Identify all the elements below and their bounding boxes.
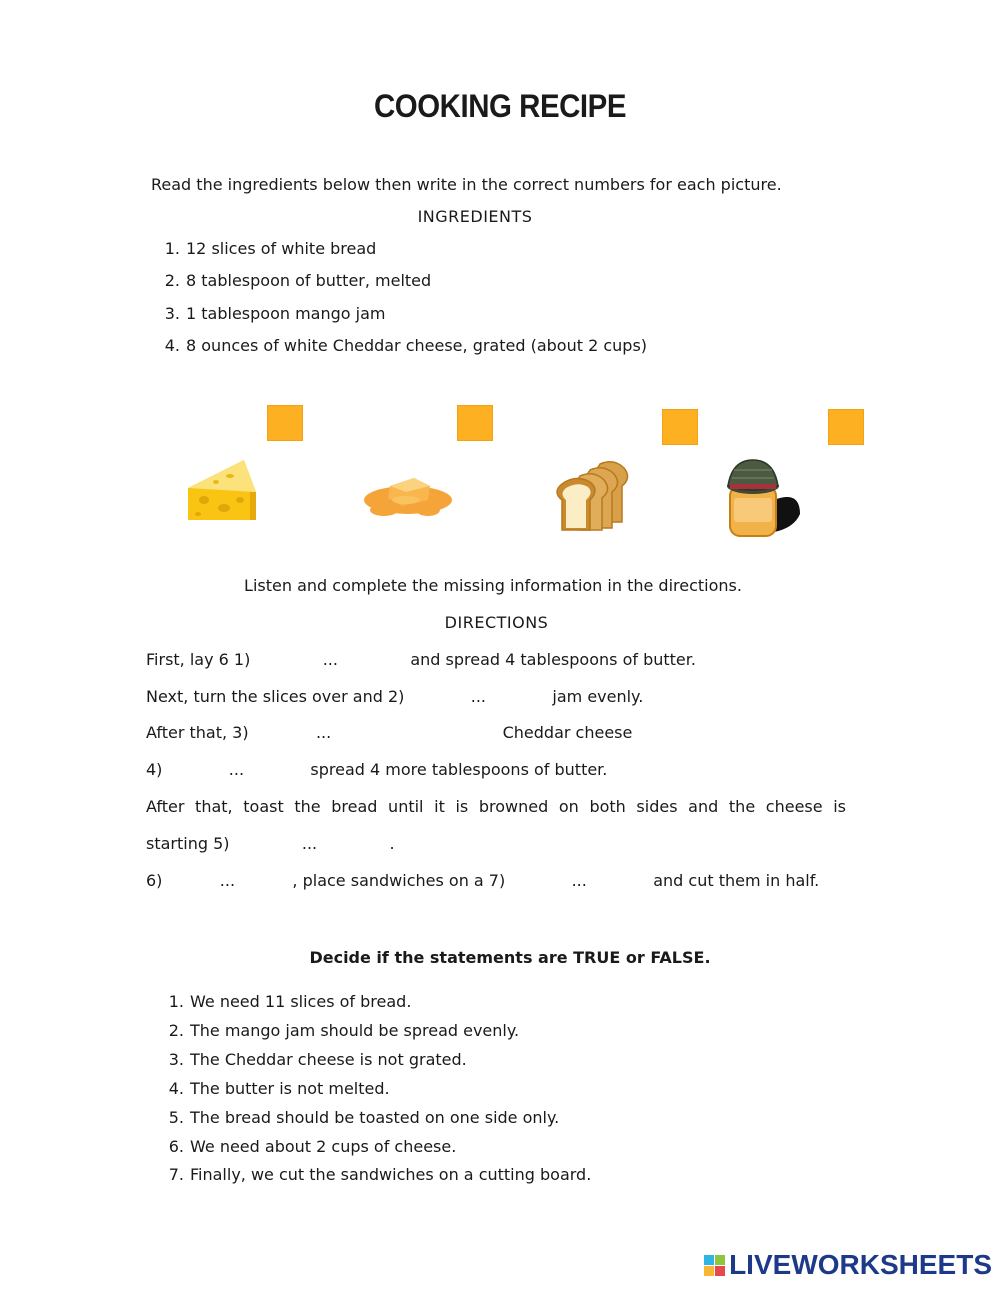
blank-3[interactable]: ... bbox=[315, 723, 332, 742]
direction-text: jam evenly. bbox=[552, 687, 644, 706]
ingredient-text: 8 ounces of white Cheddar cheese, grated (about 2 cups) bbox=[186, 336, 648, 355]
blank-6[interactable]: ... bbox=[219, 871, 236, 890]
jam-jar-image bbox=[722, 456, 804, 540]
direction-line-7 bbox=[146, 871, 819, 890]
direction-line-2 bbox=[146, 687, 643, 706]
true-false-heading: Decide if the statements are TRUE or FALSE. bbox=[309, 948, 711, 967]
ingredient-item bbox=[158, 304, 385, 323]
blank-4[interactable]: ... bbox=[228, 760, 245, 779]
instruction-pictures: Read the ingredients below then write in the correct numbers for each picture. bbox=[151, 175, 782, 194]
statement-number: 2. bbox=[168, 1021, 184, 1040]
direction-line-6 bbox=[146, 834, 395, 853]
statement-number: 1. bbox=[168, 992, 184, 1011]
statement-text: Finally, we cut the sandwiches on a cutting board. bbox=[190, 1165, 592, 1184]
page-title: COOKING RECIPE bbox=[373, 88, 626, 124]
directions-heading: DIRECTIONS bbox=[444, 613, 549, 632]
ingredient-number: 2. bbox=[164, 271, 180, 290]
direction-line-1 bbox=[146, 650, 696, 669]
ingredient-item bbox=[158, 336, 647, 355]
direction-text: 4) bbox=[146, 760, 163, 779]
cheese-image bbox=[184, 456, 260, 524]
ingredient-item bbox=[158, 239, 376, 258]
ingredient-number: 3. bbox=[164, 304, 180, 323]
direction-text: . bbox=[389, 834, 395, 853]
bread-image bbox=[556, 458, 642, 532]
ingredient-item bbox=[158, 271, 431, 290]
statement-item[interactable] bbox=[162, 992, 411, 1011]
ingredient-text: 12 slices of white bread bbox=[186, 239, 377, 258]
direction-line-5: After that, toast the bread until it is browned on both sides and the cheese is bbox=[146, 797, 846, 816]
statement-item[interactable] bbox=[162, 1021, 519, 1040]
statement-text: We need about 2 cups of cheese. bbox=[190, 1137, 457, 1156]
blank-7[interactable]: ... bbox=[571, 871, 587, 890]
blank-5[interactable]: ... bbox=[301, 834, 318, 853]
statement-number: 4. bbox=[168, 1079, 184, 1098]
logo-text: LIVEWORKSHEETS bbox=[729, 1249, 992, 1280]
statement-item[interactable] bbox=[162, 1108, 559, 1127]
direction-text: 6) bbox=[146, 871, 163, 890]
statement-item[interactable] bbox=[162, 1165, 591, 1184]
statement-text: We need 11 slices of bread. bbox=[190, 992, 412, 1011]
answer-box-bread[interactable] bbox=[662, 409, 698, 445]
direction-text: and cut them in half. bbox=[653, 871, 820, 890]
direction-text: First, lay 6 1) bbox=[146, 650, 251, 669]
statement-item[interactable] bbox=[162, 1137, 456, 1156]
statement-item[interactable] bbox=[162, 1079, 390, 1098]
direction-text: , place sandwiches on a 7) bbox=[292, 871, 506, 890]
blank-2[interactable]: ... bbox=[470, 687, 487, 706]
statement-number: 6. bbox=[168, 1137, 184, 1156]
ingredient-number: 4. bbox=[164, 336, 180, 355]
answer-box-butter[interactable] bbox=[457, 405, 493, 441]
direction-text: After that, 3) bbox=[146, 723, 249, 742]
statement-number: 3. bbox=[168, 1050, 184, 1069]
statement-text: The bread should be toasted on one side only. bbox=[190, 1108, 560, 1127]
direction-line-3 bbox=[146, 723, 632, 742]
instruction-directions: Listen and complete the missing information in the directions. bbox=[244, 576, 742, 595]
direction-text: starting 5) bbox=[146, 834, 230, 853]
ingredient-text: 8 tablespoon of butter, melted bbox=[186, 271, 432, 290]
direction-text: and spread 4 tablespoons of butter. bbox=[410, 650, 696, 669]
ingredient-text: 1 tablespoon mango jam bbox=[186, 304, 386, 323]
butter-image bbox=[362, 470, 456, 518]
statement-number: 7. bbox=[168, 1165, 184, 1184]
logo-icon bbox=[704, 1255, 725, 1276]
direction-line-4 bbox=[146, 760, 607, 779]
direction-text: Cheddar cheese bbox=[502, 723, 633, 742]
direction-text: Next, turn the slices over and 2) bbox=[146, 687, 405, 706]
statement-text: The mango jam should be spread evenly. bbox=[190, 1021, 520, 1040]
liveworksheets-logo[interactable] bbox=[704, 1249, 992, 1281]
statement-item[interactable] bbox=[162, 1050, 467, 1069]
ingredients-heading: INGREDIENTS bbox=[417, 207, 533, 226]
ingredient-number: 1. bbox=[164, 239, 180, 258]
statement-number: 5. bbox=[168, 1108, 184, 1127]
answer-box-jam[interactable] bbox=[828, 409, 864, 445]
statement-text: The butter is not melted. bbox=[190, 1079, 390, 1098]
answer-box-cheese[interactable] bbox=[267, 405, 303, 441]
direction-text: spread 4 more tablespoons of butter. bbox=[310, 760, 608, 779]
statement-text: The Cheddar cheese is not grated. bbox=[190, 1050, 467, 1069]
blank-1[interactable]: ... bbox=[322, 650, 338, 669]
